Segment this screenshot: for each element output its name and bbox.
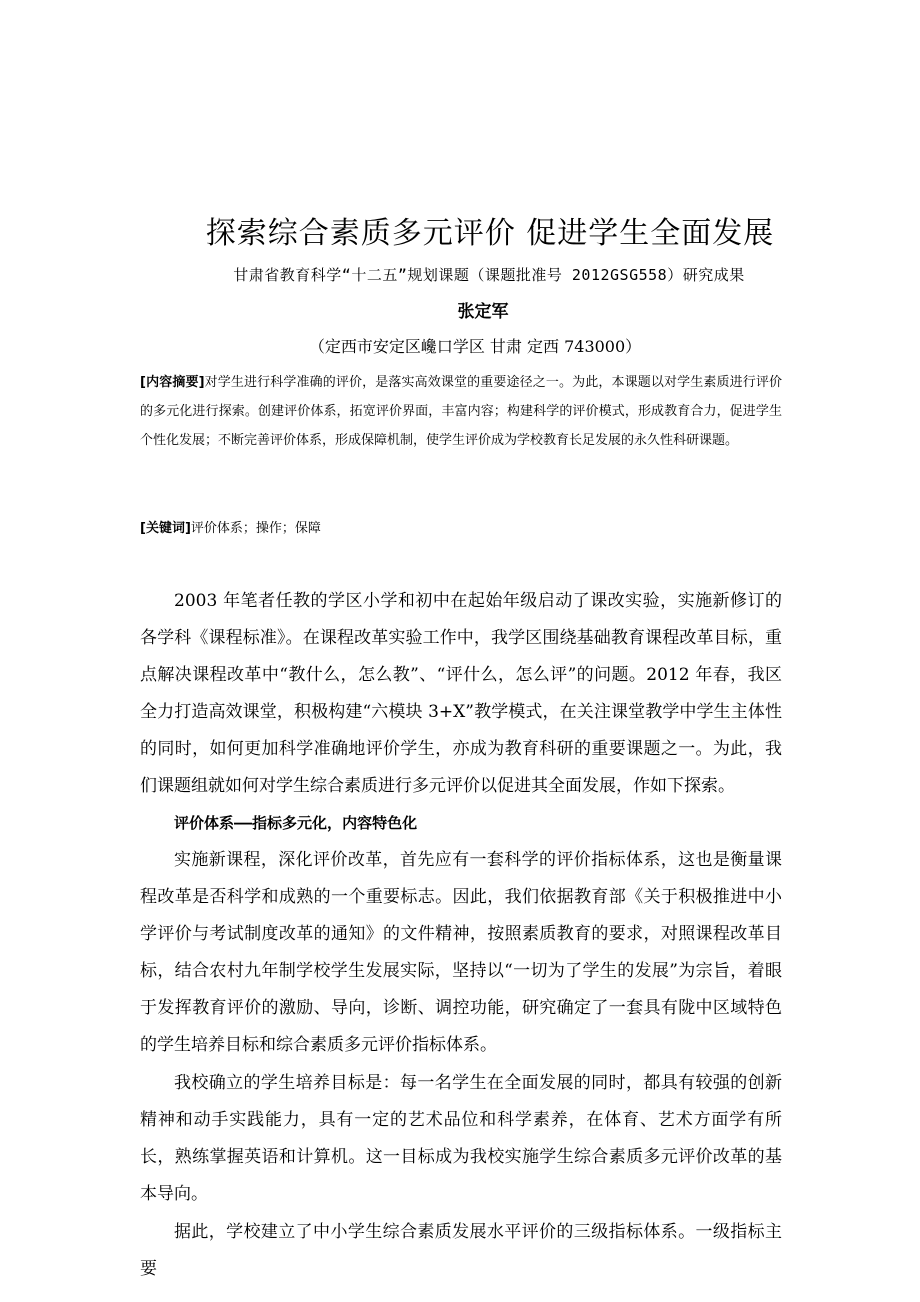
paragraph: 据此，学校建立了中小学生综合素质发展水平评价的三级指标体系。一级指标主要 <box>140 1222 782 1279</box>
author-name: 张定军 <box>457 302 509 322</box>
keywords-text: 评价体系；操作；保障 <box>190 521 321 536</box>
paragraph-intro: 2003 年笔者任教的学区小学和初中在起始年级启动了课改实验，实施新修订的各学科《课程标准》。在课程改革实验工作中，我学区围绕基础教育课程改革目标，重点解决课程改革中“教什么，怎么教”、“评什么，怎么评”的问题。2012 年春，我区全力打造高效课堂，积极构建“六模块 3+X”教学模式，在关注课堂教学中学生主体性的同时，如何更加科学准确地评价学生，亦成为教育科研的重要课题之一。为此，我们课题组就如何对学生综合素质进行多元评价以促进其全面发展，作如下探索。 <box>140 591 782 796</box>
paragraph: 我校确立的学生培养目标是：每一名学生在全面发展的同时，都具有较强的创新精神和动手实践能力，具有一定的艺术品位和科学素养，在体育、艺术方面学有所长，熟练掌握英语和计算机。这一目标成为我校实施学生综合素质多元评价改革的基本导向。 <box>140 1073 782 1204</box>
abstract-label: [内容摘要] <box>140 375 205 390</box>
keywords-label: [关键词] <box>140 521 191 536</box>
abstract-text: 对学生进行科学准确的评价，是落实高效课堂的重要途径之一。为此，本课题以对学生素质进行评价的多元化进行探索。创建评价体系，拓宽评价界面，丰富内容；构建科学的评价模式，形成教育合力，促进学生个性化发展；不断完善评价体系，形成保障机制，使学生评价成为学校教育长足发展的永久性科研课题。 <box>140 375 782 448</box>
keywords <box>140 515 782 543</box>
section-heading: 评价体系——指标多元化，内容特色化 <box>174 814 418 832</box>
paragraph: 实施新课程，深化评价改革，首先应有一套科学的评价指标体系，这也是衡量课程改革是否科学和成熟的一个重要标志。因此，我们依据教育部《关于积极推进中小学评价与考试制度改革的通知》的文件精神，按照素质教育的要求，对照课程改革目标，结合农村九年制学校学生发展实际，坚持以“一切为了学生的发展”为宗旨，着眼于发挥教育评价的激励、导向，诊断、调控功能，研究确定了一套具有陇中区域特色的学生培养目标和综合素质多元评价指标体系。 <box>140 850 782 1055</box>
document-title: 探索综合素质多元评价 促进学生全面发展 <box>205 216 775 251</box>
author-affiliation: （定西市安定区巉口学区 甘肃 定西 743000） <box>308 337 642 356</box>
document-subtitle: 甘肃省教育科学“十二五”规划课题（课题批准号 2012GSG558）研究成果 <box>233 266 745 284</box>
abstract <box>140 368 782 455</box>
body-text <box>140 583 782 1288</box>
